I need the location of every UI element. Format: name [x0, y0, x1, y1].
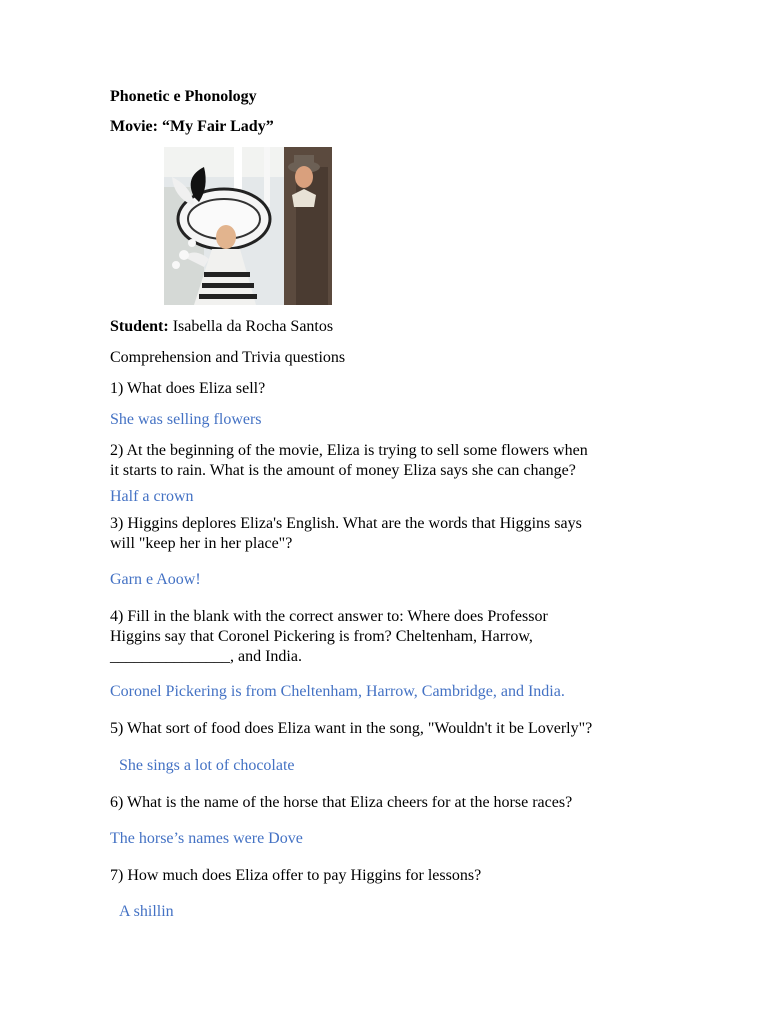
student-label: Student: — [110, 318, 169, 335]
question-4-line-2: Higgins say that Coronel Pickering is from? Cheltenham, Harrow, — [110, 628, 533, 645]
movie-label: Movie: — [110, 118, 158, 135]
movie-line — [110, 117, 274, 137]
answer-1: She was selling flowers — [110, 411, 262, 428]
answer-3: Garn e Aoow! — [110, 571, 201, 588]
question-3-line-1: 3) Higgins deplores Eliza's English. What are the words that Higgins says — [110, 515, 582, 532]
movie-still-photo — [164, 147, 332, 305]
question-1: 1) What does Eliza sell? — [110, 380, 266, 397]
question-3-line-2: will "keep her in her place"? — [110, 535, 293, 552]
question-2-line-1: 2) At the beginning of the movie, Eliza is trying to sell some flowers when — [110, 442, 588, 459]
answer-2: Half a crown — [110, 488, 194, 505]
question-7: 7) How much does Eliza offer to pay Higgins for lessons? — [110, 867, 482, 884]
answer-4: Coronel Pickering is from Cheltenham, Harrow, Cambridge, and India. — [110, 683, 565, 700]
question-6: 6) What is the name of the horse that Eliza cheers for at the horse races? — [110, 794, 573, 811]
section-title: Comprehension and Trivia questions — [110, 349, 346, 366]
student-line — [110, 317, 333, 337]
answer-6: The horse’s names were Dove — [110, 830, 303, 847]
question-4-line-3: _______________, and India. — [110, 648, 302, 665]
question-4-line-1: 4) Fill in the blank with the correct answer to: Where does Professor — [110, 608, 548, 625]
student-name: Isabella da Rocha Santos — [172, 318, 334, 335]
document-heading: Phonetic e Phonology — [110, 88, 257, 105]
answer-7: A shillin — [119, 903, 174, 920]
question-2-line-2: it starts to rain. What is the amount of money Eliza says she can change? — [110, 462, 576, 479]
movie-title: “My Fair Lady” — [161, 118, 274, 135]
question-5: 5) What sort of food does Eliza want in the song, "Wouldn't it be Loverly"? — [110, 720, 593, 737]
answer-5: She sings a lot of chocolate — [119, 757, 295, 774]
